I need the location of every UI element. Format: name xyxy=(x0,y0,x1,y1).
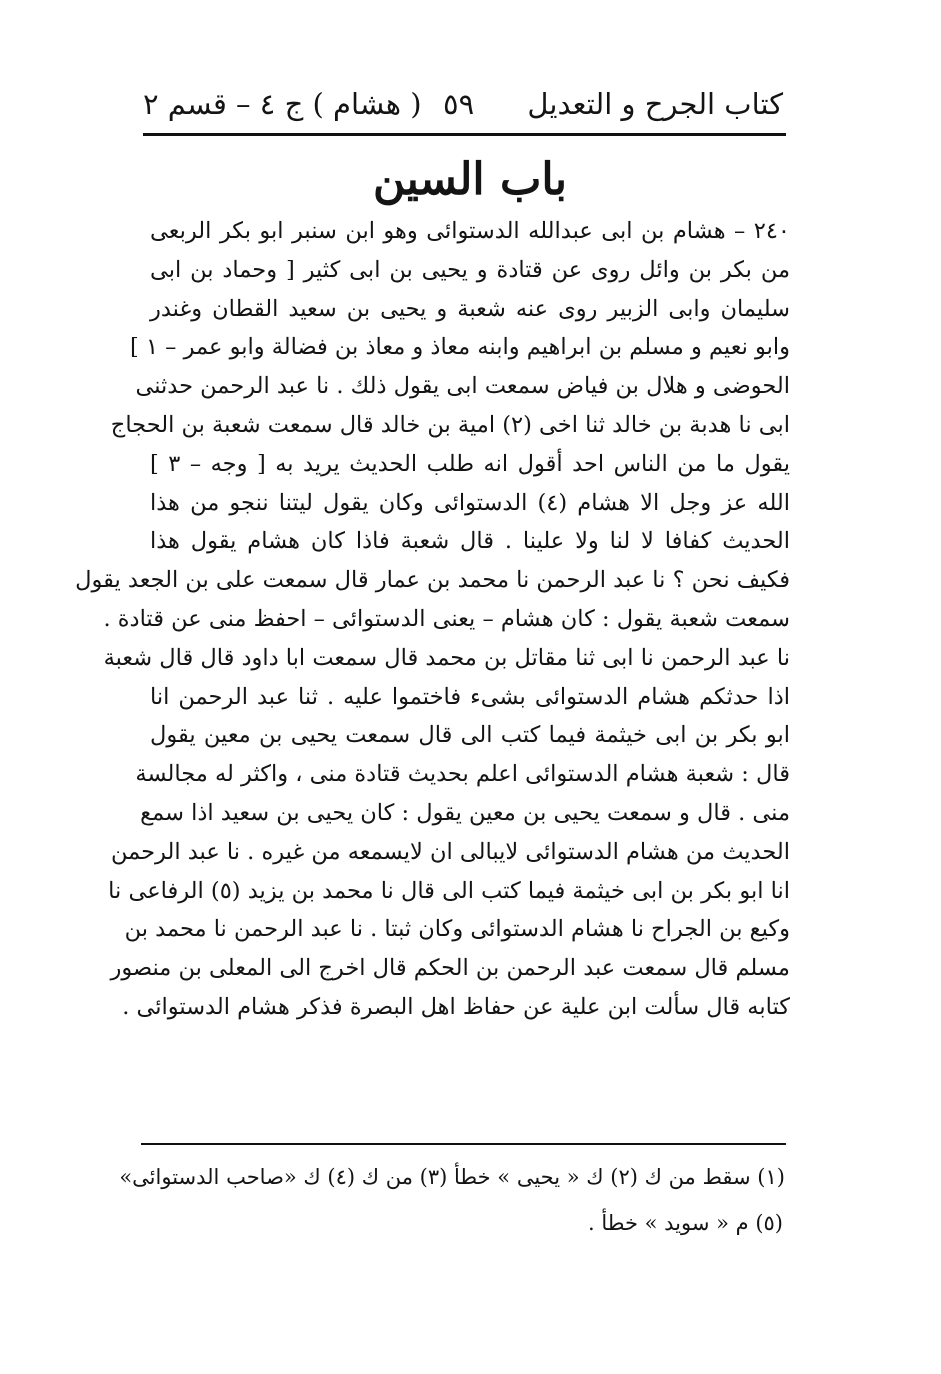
text-line: الله عز وجل الا هشام (٤) الدستوائى وكان يقول ليتنا ننجو من هذا xyxy=(150,489,791,516)
text-line: نا عبد الرحمن نا ابى ثنا مقاتل بن محمد قال سمعت ابا داود قال قال شعبة xyxy=(103,644,790,671)
text-line: انا ابو بكر بن ابى خيثمة فيما كتب الى قال نا محمد بن يزيد (٥) الرفاعى نا xyxy=(108,877,790,904)
text-line: سليمان وابى الزبير روى عنه شعبة و يحيى بن سعيد القطان وغندر xyxy=(150,295,790,322)
footnote-rule xyxy=(141,1143,786,1145)
section-label: ( هشام ) ج ٤ – قسم ٢ xyxy=(143,87,422,121)
text-line: قال : شعبة هشام الدستوائى اعلم بحديث قتادة منى ، واكثر له مجالسة xyxy=(135,761,790,788)
body-text xyxy=(75,212,791,1027)
text-line: ابو بكر بن ابى خيثمة فيما كتب الى قال سمعت يحيى بن معين يقول xyxy=(150,722,790,749)
text-line: يقول ما من الناس احد أقول انه طلب الحديث يريد به [ وجه – ٣ ] xyxy=(150,450,790,477)
header-rule xyxy=(143,133,786,136)
text-line: ٢٤٠ – هشام بن ابى عبدالله الدستوائى وهو ابن سنبر ابو بكر الربعى xyxy=(150,218,790,244)
text-line: مسلم قال سمعت عبد الرحمن بن الحكم قال اخرج الى المعلى بن منصور xyxy=(110,955,790,982)
text-line: سمعت شعبة يقول : كان هشام – يعنى الدستوائى – احفظ منى عن قتادة . xyxy=(103,605,790,632)
text-line: الحوضى و هلال بن فياض سمعت ابى يقول ذلك . نا عبد الرحمن حدثنى xyxy=(135,373,790,400)
book-title: كتاب الجرح و التعديل xyxy=(527,87,783,121)
text-line: الحديث كفافا لا لنا ولا علينا . قال شعبة فاذا كان هشام يقول هذا xyxy=(150,528,790,555)
footnote-line: (٥) م « سويد » خطأ . xyxy=(587,1211,783,1235)
footnote-line: (١) سقط من ك (٢) ك « يحيى » خطأ (٣) من ك (٤) ك «صاحب الدستوائى» xyxy=(119,1165,785,1189)
page-number: ٥٩ xyxy=(443,87,475,121)
text-line: كتابه قال سألت ابن علية عن حفاظ اهل البصرة فذكر هشام الدستوائى . xyxy=(122,993,790,1020)
text-line: وابو نعيم و مسلم بن ابراهيم وابنه معاذ و معاذ بن فضالة وابو عمر – ١ ] xyxy=(130,334,790,361)
text-line: الحديث من هشام الدستوائى لايبالى ان لايسمعه من غيره . نا عبد الرحمن xyxy=(111,838,790,865)
text-line: فكيف نحن ؟ نا عبد الرحمن نا محمد بن عمار قال سمعت على بن الجعد يقول xyxy=(75,567,790,594)
chapter-title: باب السين xyxy=(372,154,568,205)
text-line: اذا حدثكم هشام الدستوائى بشىء فاختموا عليه . ثنا عبد الرحمن انا xyxy=(150,683,790,710)
text-line: منى . قال و سمعت يحيى بن معين يقول : كان يحيى بن سعيد اذا سمع xyxy=(140,799,790,826)
footnotes xyxy=(119,1154,785,1246)
text-line: ابى نا هدبة بن خالد ثنا اخى (٢) امية بن خالد قال سمعت شعبة بن الحجاج xyxy=(110,411,790,438)
text-line: وكيع بن الجراح نا هشام الدستوائى وكان ثبتا . نا عبد الرحمن نا محمد بن xyxy=(124,916,790,943)
text-line: من بكر بن وائل روى عن قتادة و يحيى بن ابى كثير [ وحماد بن ابى xyxy=(150,256,790,283)
running-header xyxy=(143,78,783,128)
